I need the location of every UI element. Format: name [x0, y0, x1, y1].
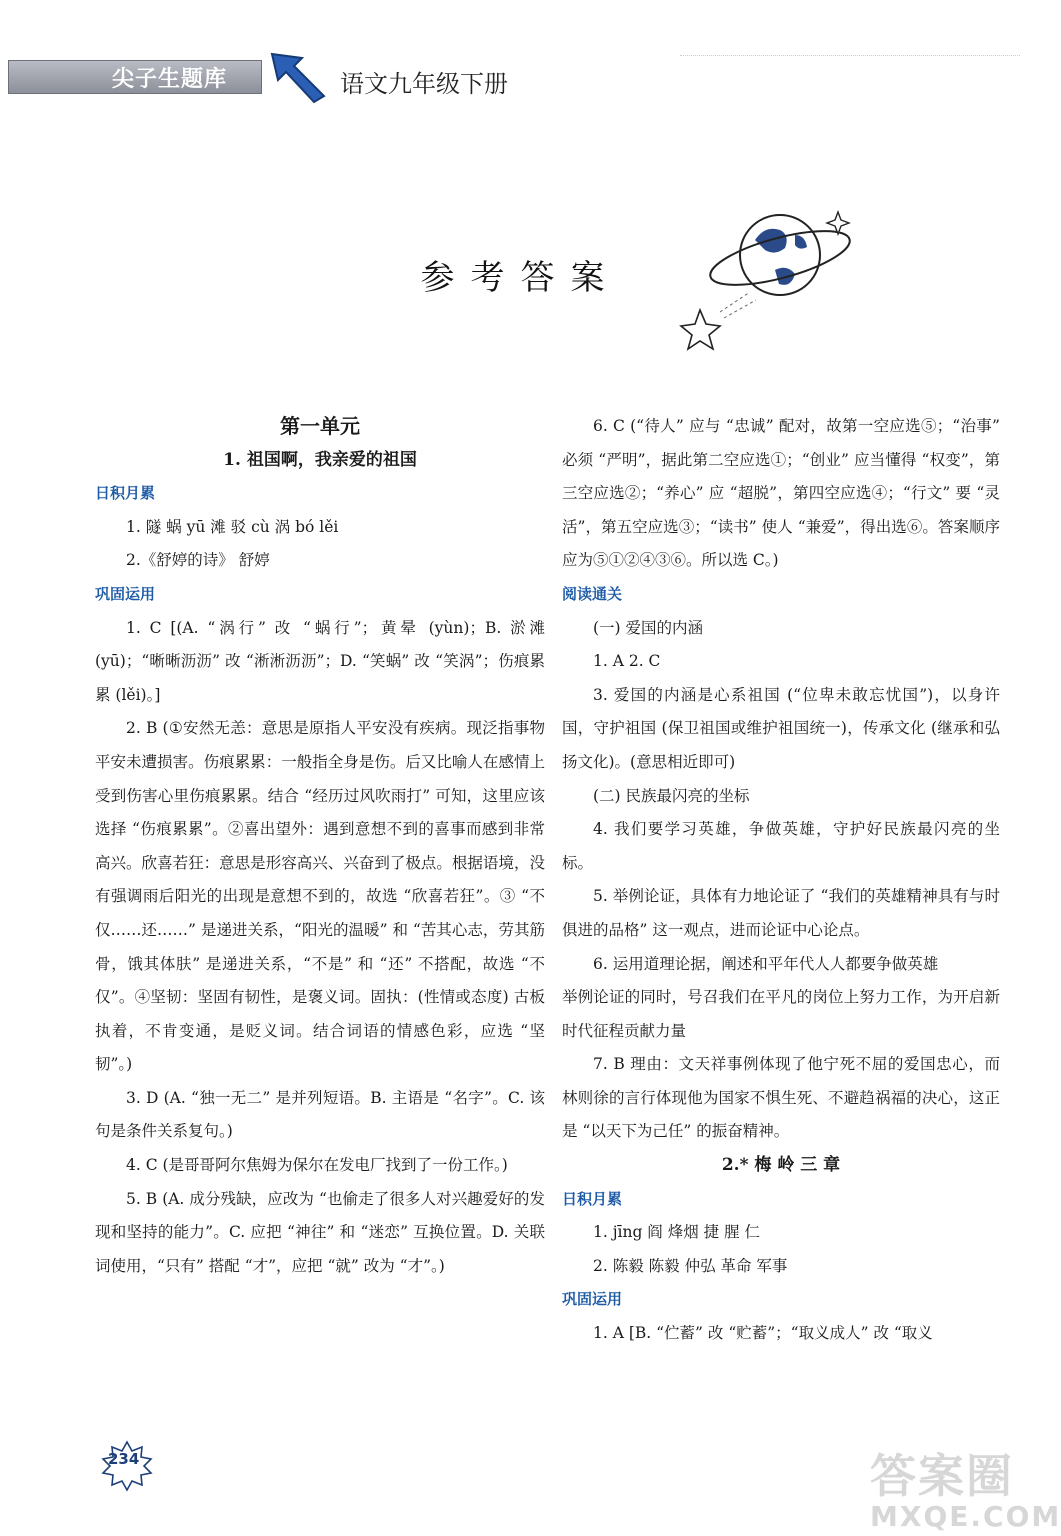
arrow-icon: [268, 48, 328, 104]
watermark-text: 答案圈: [870, 1449, 1014, 1503]
section-heading: 日积月累: [95, 484, 156, 503]
section-heading: 巩固运用: [95, 584, 156, 603]
answer-item: 1. 隧 蜗 yū 滩 驳 cù 涡 bó lěi: [126, 517, 339, 536]
right-column: [562, 410, 1000, 1351]
lesson-title: 1. 祖国啊，我亲爱的祖国: [223, 449, 417, 470]
answer-item: 3. D (A. “独一无二” 是并列短语。B. 主语是 “名字”。C. 该句是条件关系复句。): [95, 1088, 545, 1141]
page-title: 参考答案: [420, 258, 621, 298]
section-heading: 巩固运用: [562, 1290, 623, 1309]
brand-label: 尖子生题库: [112, 67, 228, 92]
page-number-badge: [98, 1440, 156, 1482]
answer-item: 2.《舒婷的诗》 舒婷: [126, 551, 270, 570]
answer-item: 举例论证的同时，号召我们在平凡的岗位上努力工作，为开启新时代征程贡献力量: [562, 988, 1000, 1040]
answer-item: 1. A [B. “伫蓄” 改 “贮蓄”；“取义成人” 改 “取义: [593, 1324, 933, 1343]
answer-item: 1. A 2. C: [593, 652, 661, 671]
reading-subheading: (二) 民族最闪亮的坐标: [593, 786, 750, 805]
answer-item: 2. 陈毅 陈毅 仲弘 革命 军事: [593, 1256, 788, 1275]
reading-subheading: (一) 爱国的内涵: [593, 618, 704, 637]
lesson-title: 2.* 梅 岭 三 章: [721, 1155, 841, 1176]
answer-item: 4. 我们要学习英雄，争做英雄，守护好民族最闪亮的坐标。: [562, 820, 1000, 872]
answer-item: 2. B (①安然无恙：意思是原指人平安没有疾病。现泛指事物平安未遭损害。伤痕累累：一般指全身是伤。后又比喻人在感情上受到伤害心里伤痕累累。结合 “经历过风吹雨打” 可知，这里应该选择 “伤痕累累”。②喜出望外：遇到意想不到的喜事而感到非常高兴。欣喜若狂：意思是形容高兴、兴奋到了极点。根据语境，没有强调雨后阳光的出现是意想不到的，故选 “欣喜若狂”。③ “不仅……还……” 是递进关系，“阳光的温暖” 和 “苦其心志，劳其筋骨，饿其体肤” 是递进关系，“不是” 和 “还” 不搭配，故选 “不仅”。④坚韧：坚固有韧性，是褒义词。固执：(性情或态度) 古板执着，不肯变通，是贬义词。结合词语的情感色彩，应选 “坚韧”。): [95, 719, 545, 1074]
page-header: [0, 0, 1041, 110]
answer-item: 3. 爱国的内涵是心系祖国 (“位卑未敢忘忧国”)，以身许国，守护祖国 (保卫祖国或维护祖国统一)，传承文化 (继承和弘扬文化)。(意思相近即可): [562, 685, 1000, 771]
header-divider: [680, 55, 1020, 56]
answer-item: 7. B 理由：文天祥事例体现了他宁死不屈的爱国忠心，而林则徐的言行体现他为国家不惧生死、不避趋祸福的决心，这正是 “以天下为己任” 的振奋精神。: [562, 1055, 1000, 1141]
left-column: [95, 410, 545, 1283]
section-heading: 日积月累: [562, 1189, 623, 1208]
book-title: 语文九年级下册: [340, 70, 508, 98]
section-heading: 阅读通关: [562, 584, 623, 603]
answer-item: 6. C (“待人” 应与 “忠诚” 配对，故第一空应选⑤；“治事” 必须 “严明”，据此第二空应选①；“创业” 应当懂得 “权变”，第三空应选②；“养心” 应 “超脱”，第四空应选④；“行文” 要 “灵活”，第五空应选③；“读书” 使人 “兼爱”，得出选⑥。答案顺序应为⑤①②④③⑥。所以选 C。): [562, 417, 1000, 570]
answer-item: 4. C (是哥哥阿尔焦姆为保尔在发电厂找到了一份工作。): [126, 1156, 508, 1175]
page-number: 234: [108, 1450, 140, 1468]
answer-item: 6. 运用道理论据，阐述和平年代人人都要争做英雄: [593, 954, 939, 973]
answer-item: 1. jīng 阎 烽烟 捷 腥 仁: [593, 1223, 761, 1242]
watermark-logo: [870, 1440, 1061, 1533]
answer-item: 5. B (A. 成分残缺，应改为 “也偷走了很多人对兴趣爱好的发现和坚持的能力”。C. 应把 “神往” 和 “迷恋” 互换位置。D. 关联词使用，“只有” 搭配 “才”，应把 “就” 改为 “才”。): [95, 1189, 545, 1275]
answer-item: 5. 举例论证，具体有力地论证了 “我们的英雄精神具有与时俱进的品格” 这一观点，进而论证中心论点。: [562, 887, 1000, 939]
watermark-url: MXQE.COM: [870, 1500, 1061, 1533]
answer-item: 1. C [(A. “涡行” 改 “蜗行”；黄晕 (yùn)；B. 淤滩 (yū)；“晰晰沥沥” 改 “淅淅沥沥”；D. “笑蜗” 改 “笑涡”；伤痕累累 (lěi)。]: [95, 618, 545, 704]
unit-title: 第一单元: [280, 414, 360, 438]
planet-illustration-icon: [670, 200, 880, 350]
